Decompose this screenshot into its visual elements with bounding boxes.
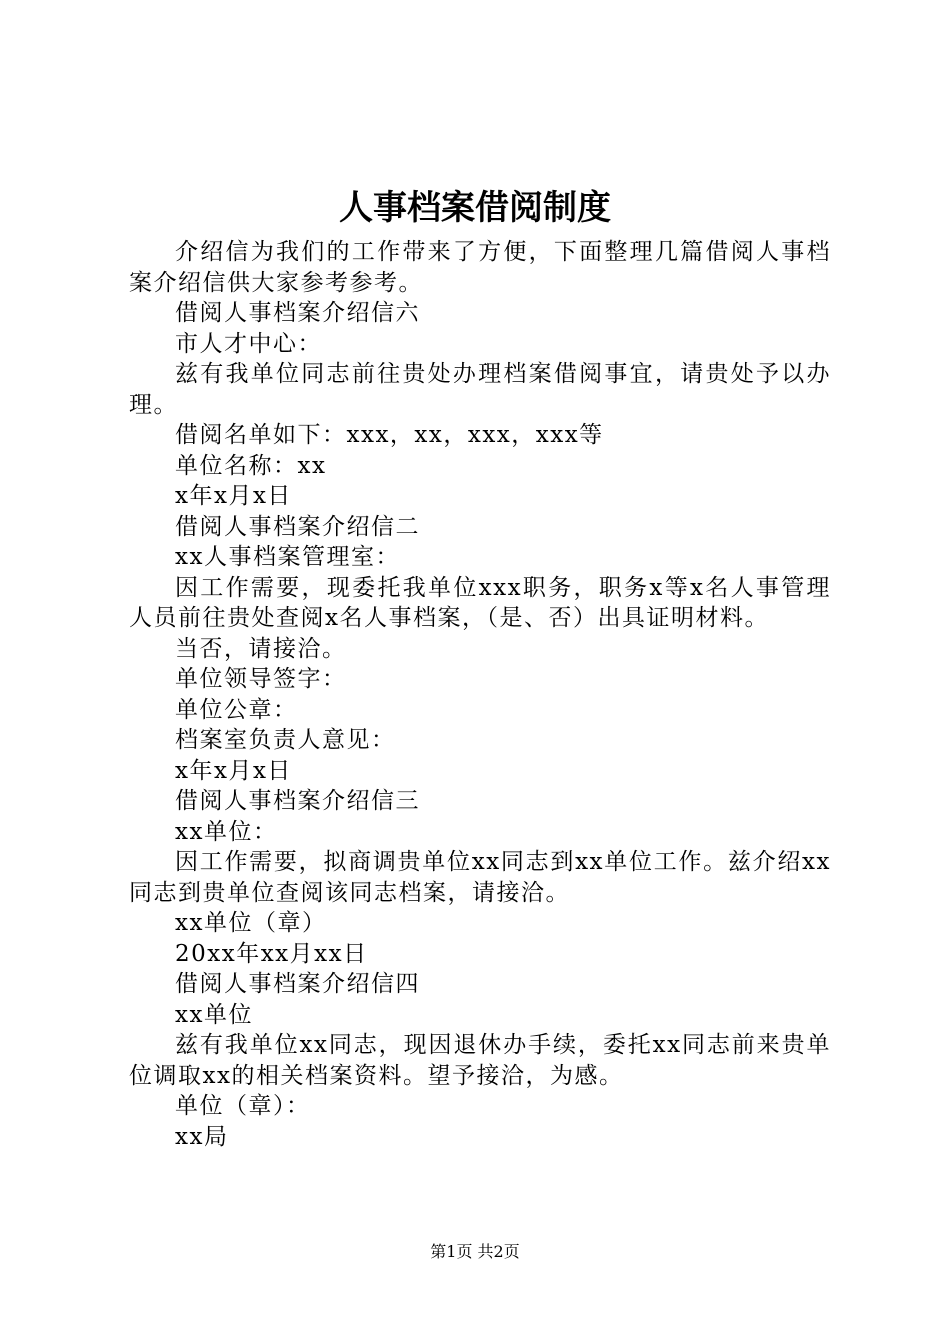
date-line: x年x月x日 <box>175 757 292 784</box>
date-line: 20xx年xx月xx日 <box>175 940 368 967</box>
letter-heading: 借阅人事档案介绍信二 <box>175 513 420 540</box>
paragraph: xx人事档案管理室： <box>175 544 400 570</box>
page-footer: 第1页 共2页 <box>430 1242 520 1261</box>
letter-heading: 借阅人事档案介绍信四 <box>175 971 420 997</box>
paragraph: 市人才中心： <box>175 330 322 357</box>
paragraph: 借阅名单如下：xxx，xx，xxx，xxx等 <box>175 422 604 448</box>
paragraph: 当否，请接洽。 <box>175 635 347 662</box>
paragraph: 兹有我单位xx同志，现因退休办手续，委托xx同志前来贵单位调取xx的相关档案资料。望予接洽，为感。 <box>129 1032 831 1089</box>
paragraph: 介绍信为我们的工作带来了方便，下面整理几篇借阅人事档案介绍信供大家参考参考。 <box>129 239 831 296</box>
document-body <box>129 237 831 1152</box>
paragraph: 单位公章： <box>175 696 298 723</box>
letter-heading: 借阅人事档案介绍信六 <box>175 300 420 326</box>
paragraph: 档案室负责人意见： <box>175 727 396 753</box>
paragraph: 单位领导签字： <box>175 666 347 692</box>
paragraph: 单位（章）： <box>175 1093 311 1119</box>
date-line: x年x月x日 <box>175 483 292 509</box>
paragraph: xx单位： <box>175 818 278 845</box>
paragraph: 单位名称：xx <box>175 452 327 479</box>
paragraph: xx单位（章） <box>175 910 327 936</box>
paragraph: xx局 <box>175 1123 229 1150</box>
paragraph: 兹有我单位同志前往贵处办理档案借阅事宜，请贵处予以办理。 <box>129 361 831 418</box>
paragraph: 因工作需要，现委托我单位xxx职务，职务x等x名人事管理人员前往贵处查阅x名人事档案，（是、否）出具证明材料。 <box>129 574 831 631</box>
letter-heading: 借阅人事档案介绍信三 <box>175 788 420 814</box>
page-title: 人事档案借阅制度 <box>339 188 611 228</box>
paragraph: 因工作需要，拟商调贵单位xx同志到xx单位工作。兹介绍xx同志到贵单位查阅该同志档案，请接洽。 <box>129 849 831 906</box>
paragraph: xx单位 <box>175 1001 253 1028</box>
